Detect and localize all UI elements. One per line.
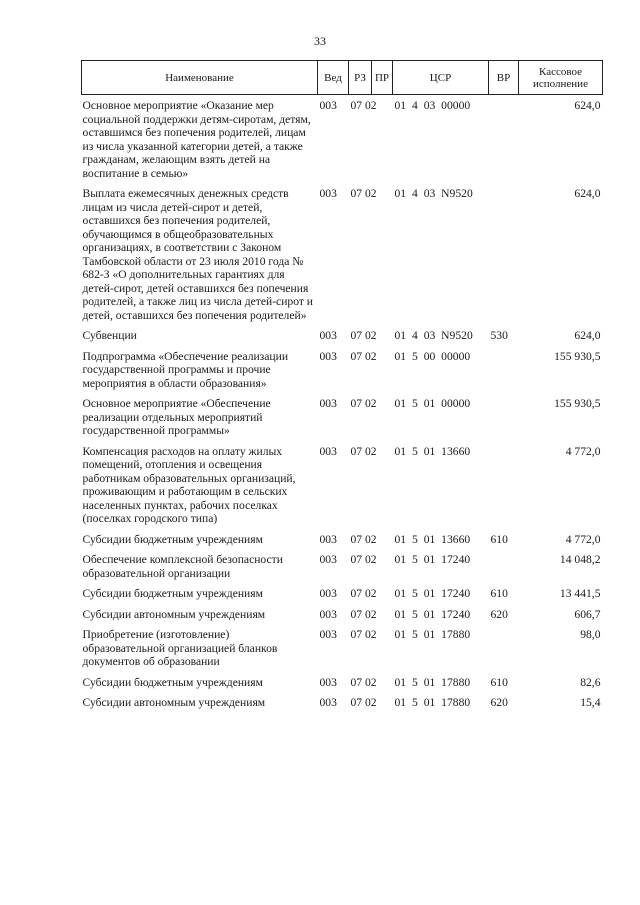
page-number: 33 (314, 34, 326, 48)
header-name: Наименование (82, 61, 318, 95)
row-name: Субсидии автономным учреждениям (82, 607, 266, 621)
row-name: Выплата ежемесячных денежных средств лицам из числа детей-сирот и детей, оставшихся без попечения родителей, обучающимся в общеобразовательных организациях, в соответствии с Законом Тамбовской области от 23 июля 2010 года № 682-З «О дополнительных гарантиях для детей-сирот, детей оставшихся без попечения родителей, а также лиц из числа детей-сирот и детей, оставшихся без попечения родителей» (82, 187, 314, 322)
row-csr: 01 5 01 13660 (394, 444, 471, 458)
row-csr: 01 4 03 00000 (394, 99, 471, 112)
row-vr (489, 183, 519, 325)
row-rzpr: 07 02 (350, 444, 377, 458)
row-name: Субвенции (82, 329, 137, 342)
row-name: Основное мероприятие «Обеспечение реализации отдельных мероприятий государственной программы» (82, 397, 271, 437)
row-vr (489, 95, 519, 184)
table-row (82, 692, 603, 713)
row-rzpr: 07 02 (350, 187, 377, 200)
row-rzpr: 07 02 (350, 397, 377, 410)
row-vr (489, 393, 519, 441)
table-row (82, 672, 603, 693)
row-name: Субсидии бюджетным учреждениям (82, 532, 263, 546)
row-csr: 01 5 01 17880 (394, 675, 471, 689)
table-row (82, 441, 603, 529)
row-ved: 003 (319, 675, 337, 689)
row-amount: 624,0 (574, 99, 601, 112)
row-vr (489, 624, 519, 672)
row-amount: 4 772,0 (565, 532, 601, 546)
row-vr: 610 (490, 532, 508, 546)
row-name: Приобретение (изготовление) образовательной организацией бланков документов об образовании (82, 628, 278, 668)
header-vr: ВР (489, 61, 519, 95)
row-rzpr: 07 02 (350, 329, 377, 342)
row-amount: 98,0 (580, 628, 601, 641)
row-csr: 01 5 00 00000 (394, 349, 471, 363)
row-csr: 01 5 01 17240 (394, 607, 471, 621)
row-vr (489, 549, 519, 583)
row-vr (489, 441, 519, 529)
row-name: Основное мероприятие «Оказание мер социальной поддержки детям-сиротам, детям, оставшимся без попечения родителей, лицам из числа указанной категории детей, а также гражданам, желающим взять детей на воспитание в семью» (82, 99, 311, 180)
row-vr: 530 (490, 329, 508, 342)
row-csr: 01 5 01 17240 (394, 553, 471, 566)
row-vr: 610 (490, 587, 508, 600)
header-pr: ПР (372, 61, 393, 95)
row-vr (489, 346, 519, 394)
row-csr: 01 5 01 17880 (394, 628, 471, 641)
row-rzpr: 07 02 (350, 99, 377, 112)
header-rz: РЗ (349, 61, 372, 95)
row-ved: 003 (319, 607, 337, 621)
row-csr: 01 5 01 17880 (394, 696, 471, 709)
row-amount: 155 930,5 (554, 349, 601, 363)
row-vr: 610 (490, 675, 508, 689)
table-row (82, 549, 603, 583)
table-row (82, 624, 603, 672)
row-amount: 624,0 (574, 187, 601, 200)
table-row (82, 95, 603, 184)
row-name: Подпрограмма «Обеспечение реализации государственной программы и прочие мероприятия в области образования» (82, 349, 289, 390)
row-amount: 14 048,2 (559, 553, 601, 566)
row-csr: 01 4 03 N9520 (394, 187, 473, 200)
header-ved: Вед (318, 61, 349, 95)
row-amount: 624,0 (574, 329, 601, 342)
row-rzpr: 07 02 (350, 553, 377, 566)
row-ved: 003 (319, 628, 337, 641)
row-rzpr: 07 02 (350, 587, 377, 600)
row-ved: 003 (319, 444, 337, 458)
row-vr: 620 (490, 607, 508, 621)
row-amount: 4 772,0 (565, 444, 601, 458)
row-rzpr: 07 02 (350, 675, 377, 689)
row-rzpr: 07 02 (350, 532, 377, 546)
table-row (82, 183, 603, 325)
row-name: Субсидии бюджетным учреждениям (82, 675, 263, 689)
row-amount: 15,4 (580, 696, 601, 709)
row-amount: 155 930,5 (554, 397, 601, 410)
row-ved: 003 (319, 696, 337, 709)
budget-table (81, 60, 603, 713)
row-csr: 01 4 03 N9520 (394, 329, 473, 342)
row-rzpr: 07 02 (350, 607, 377, 621)
row-name: Обеспечение комплексной безопасности образовательной организации (82, 553, 283, 580)
table-header-row (82, 61, 603, 95)
table-row (82, 325, 603, 346)
table-row (82, 583, 603, 604)
row-amount: 13 441,5 (559, 587, 601, 600)
row-ved: 003 (319, 349, 337, 363)
row-ved: 003 (319, 99, 337, 112)
row-name: Субсидии автономным учреждениям (82, 696, 266, 709)
row-rzpr: 07 02 (350, 349, 377, 363)
row-ved: 003 (319, 329, 337, 342)
row-rzpr: 07 02 (350, 628, 377, 641)
table-row (82, 529, 603, 550)
table-row (82, 604, 603, 625)
row-amount: 82,6 (580, 675, 601, 689)
row-ved: 003 (319, 553, 337, 566)
header-csr: ЦСР (393, 61, 489, 95)
row-csr: 01 5 01 00000 (394, 397, 471, 410)
row-vr: 620 (490, 696, 508, 709)
row-ved: 003 (319, 187, 337, 200)
row-ved: 003 (319, 587, 337, 600)
header-amount: Кассовое исполнение (519, 61, 603, 95)
row-csr: 01 5 01 17240 (394, 587, 471, 600)
row-rzpr: 07 02 (350, 696, 377, 709)
table-row (82, 346, 603, 394)
row-csr: 01 5 01 13660 (394, 532, 471, 546)
row-ved: 003 (319, 397, 337, 410)
row-ved: 003 (319, 532, 337, 546)
table-row (82, 393, 603, 441)
row-name: Компенсация расходов на оплату жилых помещений, отопления и освещения работникам образовательных организаций, проживающим и работающим в сельских населенных пунктах, рабочих поселках (поселках городского типа) (82, 444, 296, 525)
row-amount: 606,7 (574, 607, 601, 621)
row-name: Субсидии бюджетным учреждениям (82, 587, 263, 600)
